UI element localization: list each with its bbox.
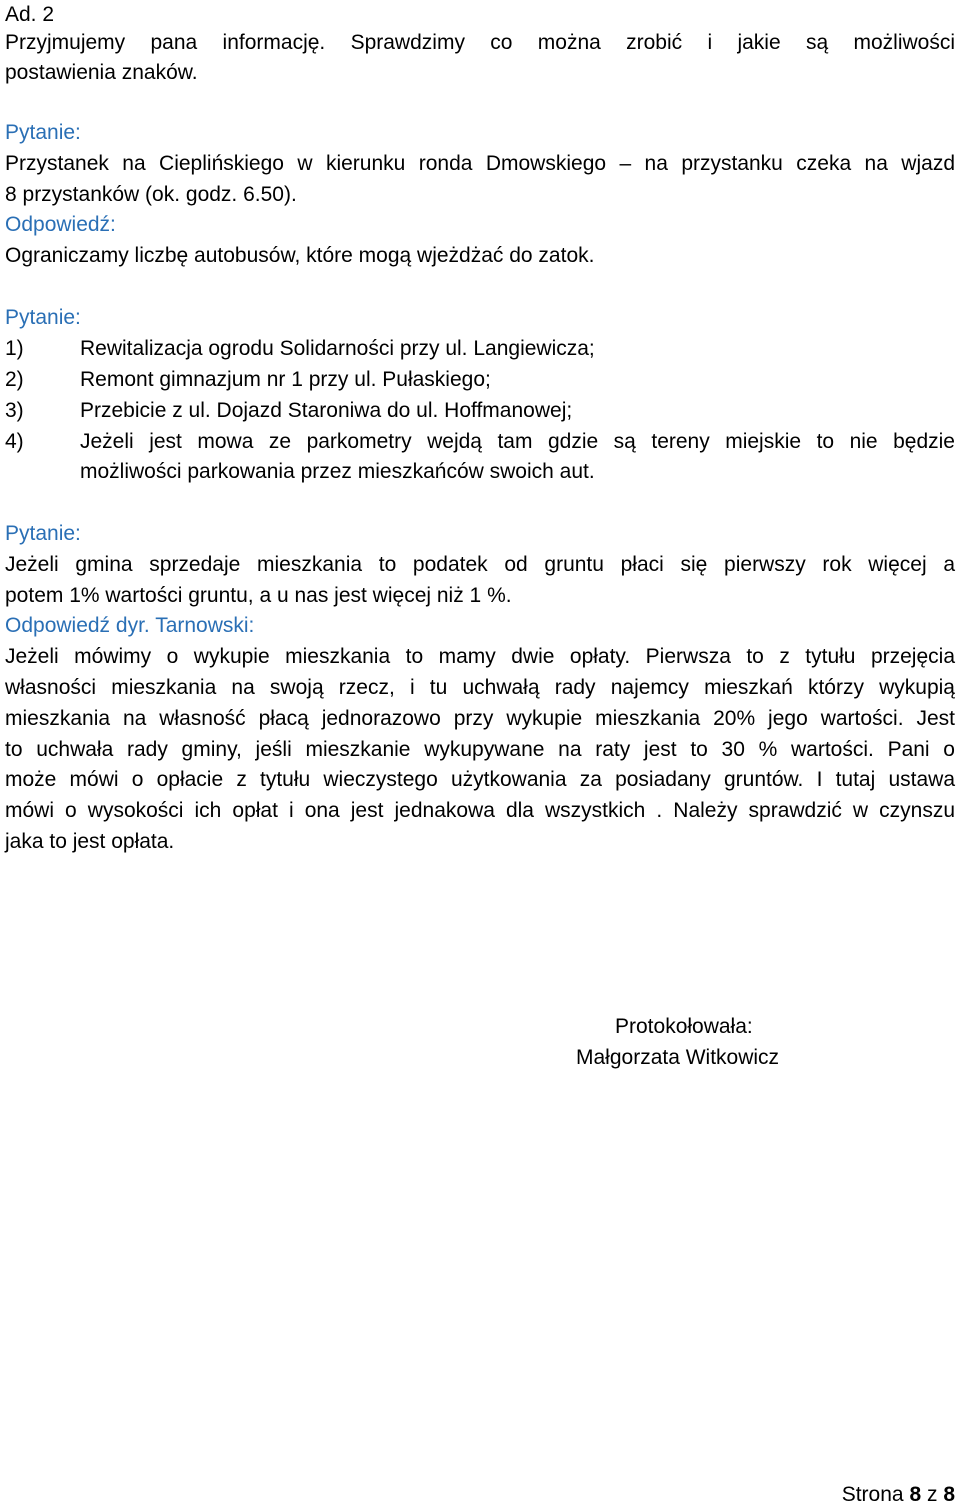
question-1-line2: 8 przystanków (ok. godz. 6.50). <box>5 183 297 206</box>
answer-label-3: Odpowiedź dyr. Tarnowski: <box>5 614 255 637</box>
answer-3-line: mieszkania na własność płacą jednorazowo przy wykupie mieszkania 20% jego wartości. Jest <box>5 707 955 730</box>
answer-label-1: Odpowiedź: <box>5 213 116 236</box>
intro-text-line1: Przyjmujemy pana informację. Sprawdzimy co można zrobić i jakie są możliwości <box>5 31 955 54</box>
footer-current-page: 8 <box>909 1483 922 1506</box>
answer-3-line: mówi o wysokości ich opłat i ona jest jednakowa dla wszystkich . Należy sprawdzić w czynszu <box>5 799 955 822</box>
page-footer <box>842 1483 955 1507</box>
footer-separator: z <box>926 1483 938 1506</box>
list-item-number: 2) <box>5 368 24 391</box>
signature-role: Protokołowała: <box>615 1015 753 1038</box>
question-3-line2: potem 1% wartości gruntu, a u nas jest więcej niż 1 %. <box>5 584 512 607</box>
question-label-1: Pytanie: <box>5 121 81 144</box>
list-item-number: 4) <box>5 430 24 453</box>
footer-total-pages: 8 <box>943 1483 955 1506</box>
list-item-text: Jeżeli jest mowa ze parkometry wejdą tam gdzie są tereny miejskie to nie będzie <box>80 430 955 453</box>
footer-prefix: Strona <box>841 1483 904 1506</box>
answer-3-line: może mówi o opłacie z tytułu wieczystego użytkowania za posiadany gruntów. I tutaj ustawa <box>5 768 955 791</box>
question-label-3: Pytanie: <box>5 522 81 545</box>
intro-text-line2: postawienia znaków. <box>5 61 198 84</box>
question-label-2: Pytanie: <box>5 306 81 329</box>
question-1-line1: Przystanek na Cieplińskiego w kierunku ronda Dmowskiego – na przystanku czeka na wjazd <box>5 152 955 175</box>
signature-name: Małgorzata Witkowicz <box>576 1046 780 1069</box>
list-item-text: Remont gimnazjum nr 1 przy ul. Pułaskiego; <box>80 368 491 391</box>
section-heading: Ad. 2 <box>5 3 55 26</box>
answer-1-text: Ograniczamy liczbę autobusów, które mogą wjeżdżać do zatok. <box>5 244 595 267</box>
list-item-text: Rewitalizacja ogrodu Solidarności przy ul. Langiewicza; <box>80 337 595 360</box>
list-item-number: 1) <box>5 337 24 360</box>
answer-3-line: jaka to jest opłata. <box>5 830 175 853</box>
list-item-number: 3) <box>5 399 24 422</box>
question-3-line1: Jeżeli gmina sprzedaje mieszkania to podatek od gruntu płaci się pierwszy rok więcej a <box>5 553 955 576</box>
answer-3-line: to uchwała rady gminy, jeśli mieszkanie wykupywane na raty jest to 30 % wartości. Pani o <box>5 738 955 761</box>
list-item-text: Przebicie z ul. Dojazd Staroniwa do ul. Hoffmanowej; <box>80 399 573 422</box>
answer-3-line: Jeżeli mówimy o wykupie mieszkania to mamy dwie opłaty. Pierwsza to z tytułu przejęcia <box>5 645 955 668</box>
list-item-text-line2: możliwości parkowania przez mieszkańców swoich aut. <box>80 460 595 483</box>
answer-3-line: własności mieszkania na swoją rzecz, i tu uchwałą rady najemcy mieszkań którzy wykupią <box>5 676 955 699</box>
